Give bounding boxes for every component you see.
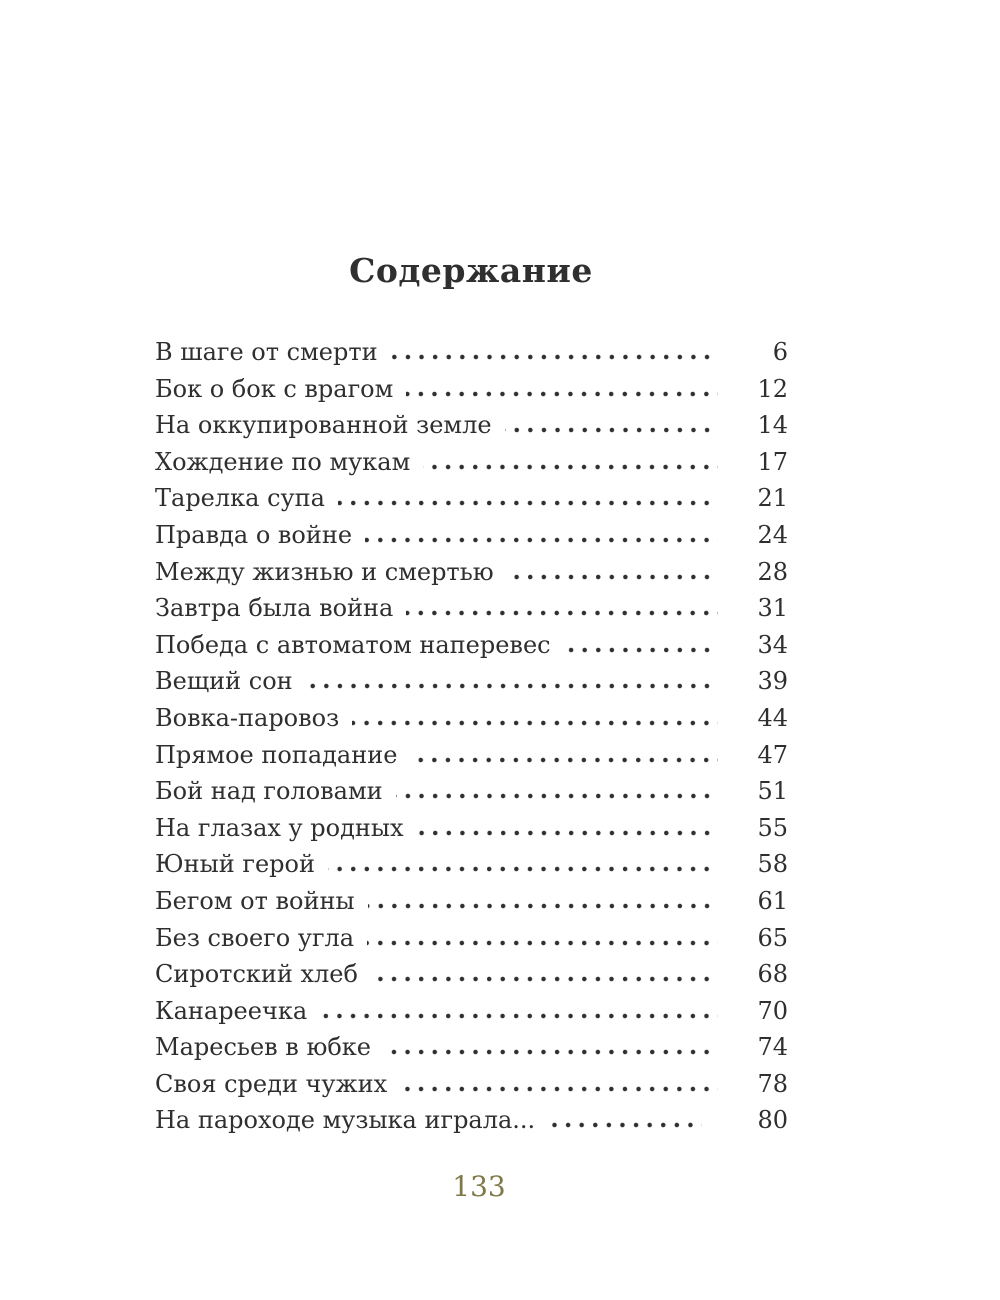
dot-leader [391, 354, 718, 360]
toc-entry-title: Без своего угла [155, 923, 355, 952]
toc-entry-page: 68 [757, 960, 788, 989]
toc-entry-title: Между жизнью и смертью [155, 557, 494, 586]
toc-entry [155, 1029, 788, 1066]
toc-entry-title: Тарелка супа [155, 484, 325, 513]
toc-entry-page: 12 [757, 374, 788, 403]
toc-entry [155, 554, 788, 591]
toc-entry-title: Вещий сон [155, 667, 293, 696]
toc-entry-page: 74 [757, 1033, 788, 1062]
toc-entry-page: 80 [757, 1106, 788, 1135]
toc-entry-title: Завтра была война [155, 594, 394, 623]
dot-leader [306, 683, 718, 689]
toc-entry-title: Бегом от войны [155, 886, 355, 915]
toc-entry-title: Хождение по мукам [155, 447, 411, 476]
dot-leader [371, 976, 718, 982]
toc-entry-page: 47 [757, 740, 788, 769]
toc-entry [155, 627, 788, 664]
toc-entry [155, 846, 788, 883]
toc-list [155, 334, 788, 1139]
toc-title: Содержание [349, 251, 593, 290]
toc-entry-page: 70 [757, 996, 788, 1025]
toc-entry [155, 993, 788, 1030]
toc-entry-title: Канареечка [155, 996, 308, 1025]
toc-entry-title: На пароходе музыка играла... [155, 1106, 536, 1135]
toc-entry [155, 371, 788, 408]
page-folio: 133 [452, 1170, 506, 1203]
toc-entry-page: 17 [757, 447, 788, 476]
toc-entry-title: Сиротский хлеб [155, 960, 358, 989]
toc-entry [155, 407, 788, 444]
toc-entry-title: Маресьев в юбке [155, 1033, 371, 1062]
toc-entry [155, 444, 788, 481]
toc-entry [155, 517, 788, 554]
toc-entry-page: 61 [757, 886, 788, 915]
toc-entry-title: На оккупированной земле [155, 411, 492, 440]
dot-leader [417, 830, 718, 836]
toc-entry-page: 78 [757, 1069, 788, 1098]
dot-leader [410, 757, 718, 763]
dot-leader [365, 537, 718, 543]
dot-leader [423, 464, 718, 470]
toc-entry-page: 6 [772, 338, 788, 366]
dot-leader [320, 1013, 718, 1019]
toc-entry-page: 55 [757, 813, 788, 842]
toc-entry-page: 39 [757, 667, 788, 696]
dot-leader [338, 500, 718, 506]
toc-entry-title: Правда о войне [155, 520, 353, 549]
toc-entry-title: Бок о бок с врагом [155, 374, 394, 403]
toc-entry [155, 700, 788, 737]
dot-leader [352, 720, 718, 726]
dot-leader [548, 1122, 702, 1128]
toc-entry [155, 334, 788, 371]
toc-entry [155, 810, 788, 847]
toc-entry-page: 44 [757, 703, 788, 732]
toc-entry [155, 737, 788, 774]
toc-entry-page: 21 [757, 484, 788, 513]
toc-entry-page: 65 [757, 923, 788, 952]
toc-entry-page: 34 [757, 630, 788, 659]
toc-entry-title: Своя среди чужих [155, 1069, 388, 1098]
toc-entry [155, 590, 788, 627]
toc-entry [155, 883, 788, 920]
toc-entry [155, 920, 788, 957]
toc-entry-title: На глазах у родных [155, 813, 404, 842]
dot-leader [384, 1049, 718, 1055]
dot-leader [406, 610, 718, 616]
toc-entry [155, 773, 788, 810]
dot-leader [507, 574, 718, 580]
toc-entry [155, 663, 788, 700]
toc-entry [155, 480, 788, 517]
toc-entry [155, 1102, 788, 1139]
toc-entry [155, 1066, 788, 1103]
toc-entry [155, 956, 788, 993]
toc-entry-title: Прямое попадание [155, 740, 398, 769]
dot-leader [400, 1086, 718, 1092]
toc-entry-title: Победа с автоматом наперевес [155, 630, 551, 659]
toc-entry-title: Юный герой [155, 850, 315, 879]
toc-entry-title: Бой над головами [155, 777, 383, 806]
toc-entry-page: 58 [757, 850, 788, 879]
dot-leader [406, 391, 718, 397]
toc-entry-page: 14 [757, 411, 788, 440]
toc-entry-page: 24 [757, 520, 788, 549]
toc-entry-page: 28 [757, 557, 788, 586]
toc-entry-page: 51 [757, 777, 788, 806]
toc-entry-page: 31 [757, 594, 788, 623]
toc-entry-title: В шаге от смерти [155, 338, 378, 366]
dot-leader [564, 647, 718, 653]
dot-leader [396, 793, 718, 799]
dot-leader [328, 866, 718, 872]
dot-leader [505, 427, 718, 433]
toc-entry-title: Вовка-паровоз [155, 703, 340, 732]
dot-leader [367, 940, 718, 946]
dot-leader [368, 903, 718, 909]
